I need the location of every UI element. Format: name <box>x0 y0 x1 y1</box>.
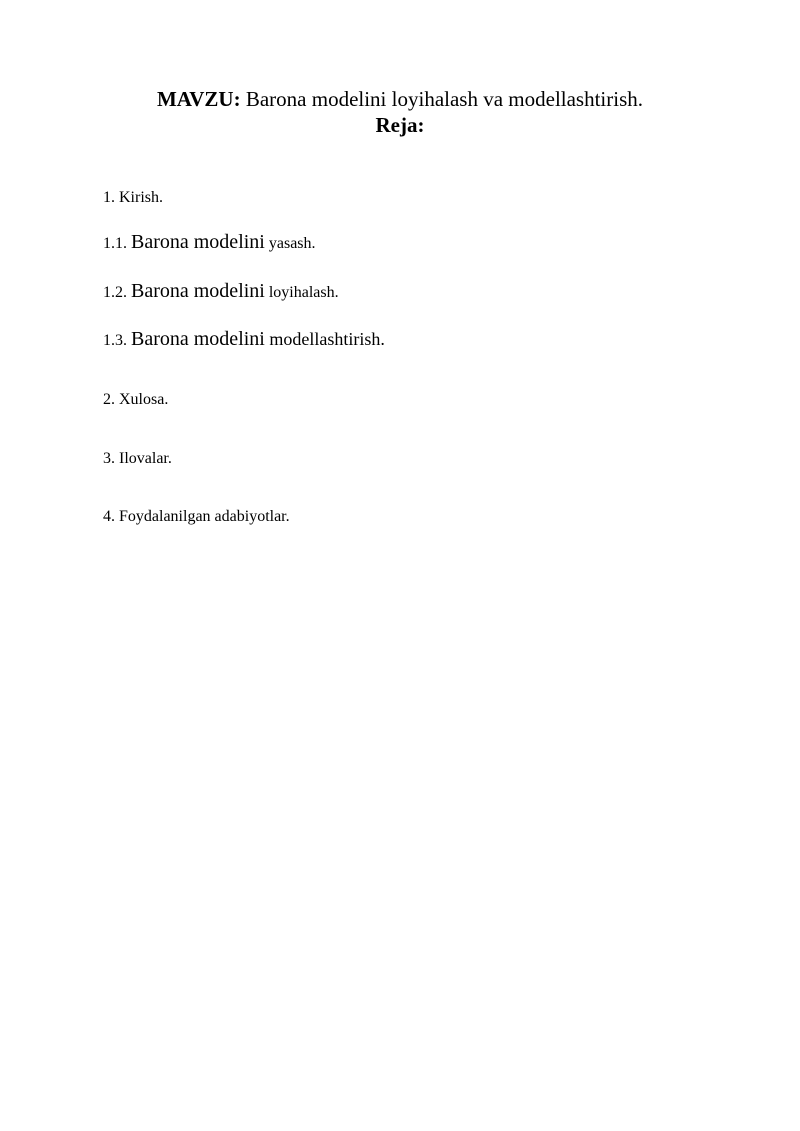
plan-item-label-rest: loyihalash. <box>264 284 339 301</box>
plan-item-label: Xulosa. <box>119 391 169 408</box>
plan-item-label-main: Barona modelini <box>131 280 265 302</box>
plan-item-label-main: Barona modelini <box>131 231 265 253</box>
plan-item-label: Ilovalar. <box>119 450 172 467</box>
plan-item-label: Foydalanilgan adabiyotlar. <box>119 508 290 525</box>
plan-item-number: 1.3. <box>103 332 131 349</box>
plan-item-label-rest: modellashtirish. <box>264 329 385 349</box>
plan-item-number: 1.1. <box>103 235 131 252</box>
plan-item-number: 1. <box>103 189 119 206</box>
plan-item-number: 4. <box>103 508 119 525</box>
plan-item-appendices <box>103 448 172 470</box>
plan-item-label-rest: yasash. <box>264 235 316 252</box>
plan-item-references <box>103 506 290 528</box>
plan-item-label: Kirish. <box>119 189 163 206</box>
plan-item-number: 3. <box>103 450 119 467</box>
plan-item-1-3 <box>103 328 385 352</box>
plan-item-1-1 <box>103 231 316 255</box>
plan-item-conclusion <box>103 389 168 411</box>
topic-label: MAVZU: <box>156 87 241 111</box>
plan-heading: Reja: <box>375 113 425 137</box>
plan-item-number: 2. <box>103 391 119 408</box>
plan-item-introduction <box>103 187 163 209</box>
plan-item-label-main: Barona modelini <box>131 328 265 350</box>
document-title <box>0 87 800 111</box>
plan-item-number: 1.2. <box>103 284 131 301</box>
topic-text: Barona modelini loyihalash va modellashtirish. <box>240 87 644 111</box>
plan-item-1-2 <box>103 280 339 304</box>
